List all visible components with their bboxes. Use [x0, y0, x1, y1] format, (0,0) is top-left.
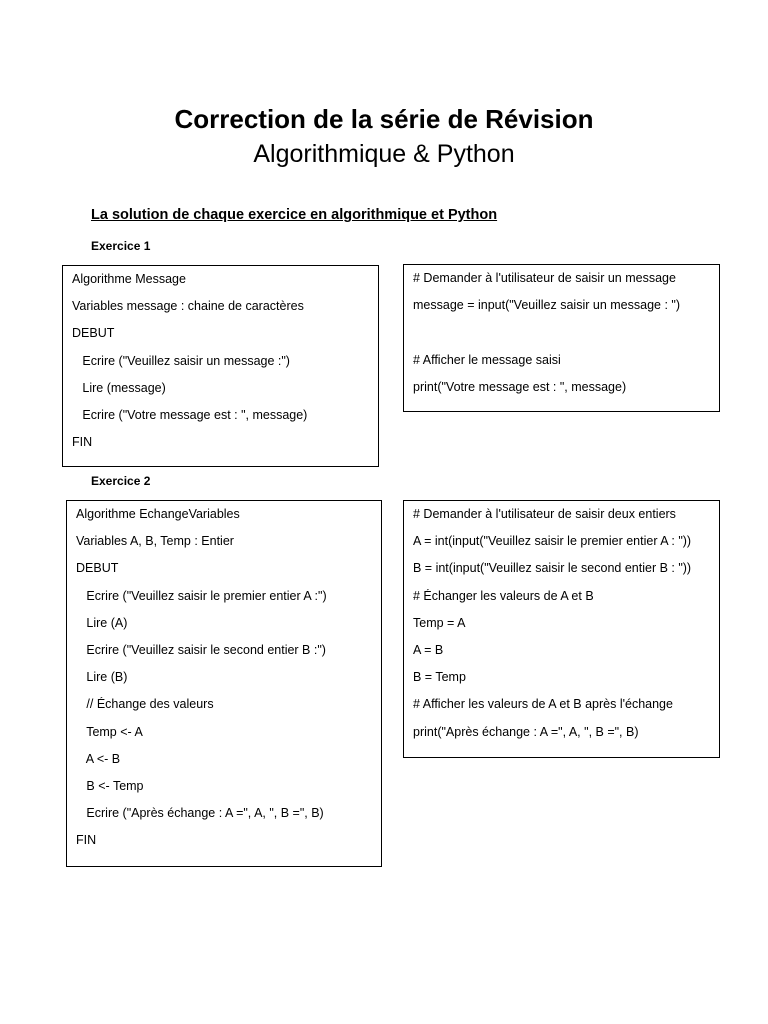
algorithm-line: Variables message : chaine de caractères	[72, 299, 304, 314]
section-heading: La solution de chaque exercice en algorithmique et Python	[91, 207, 498, 223]
python-line	[413, 325, 710, 352]
python-line: Temp = A	[413, 615, 466, 630]
algorithm-line: Ecrire ("Veuillez saisir le premier entier A :")	[76, 588, 327, 603]
algorithm-line: // Échange des valeurs	[76, 697, 214, 712]
python-line: B = Temp	[413, 670, 466, 685]
python-line: B = int(input("Veuillez saisir le second entier B : "))	[413, 561, 692, 576]
algorithm-line: Ecrire ("Veuillez saisir un message :")	[72, 353, 290, 368]
algorithm-line: Lire (B)	[76, 670, 128, 685]
algorithm-line: DEBUT	[76, 561, 119, 576]
exercise-2-python-box	[403, 500, 720, 758]
algorithm-line: Ecrire ("Veuillez saisir le second entier B :")	[76, 642, 326, 657]
document-subtitle: Algorithmique & Python	[253, 140, 515, 168]
exercise-1-python-box	[403, 264, 720, 412]
python-line: # Demander à l'utilisateur de saisir un message	[413, 271, 676, 285]
algorithm-line: B <- Temp	[76, 778, 144, 793]
exercise-2-label: Exercice 2	[91, 474, 151, 488]
python-line: A = int(input("Veuillez saisir le premier entier A : "))	[413, 534, 692, 549]
algorithm-line: Algorithme EchangeVariables	[76, 507, 240, 521]
python-line: # Échanger les valeurs de A et B	[413, 588, 594, 603]
python-line: # Demander à l'utilisateur de saisir deux entiers	[413, 507, 676, 521]
python-line: message = input("Veuillez saisir un message : ")	[413, 298, 680, 313]
algorithm-line: Variables A, B, Temp : Entier	[76, 534, 234, 549]
python-line: print("Votre message est : ", message)	[413, 379, 627, 394]
exercise-2-algorithm-box	[66, 500, 382, 867]
algorithm-line: DEBUT	[72, 326, 115, 341]
algorithm-line: Temp <- A	[76, 724, 143, 739]
algorithm-line: Ecrire ("Votre message est : ", message)	[72, 407, 308, 422]
algorithm-line: A <- B	[76, 751, 121, 766]
exercise-1-label: Exercice 1	[91, 239, 151, 253]
python-line: # Afficher le message saisi	[413, 352, 561, 367]
algorithm-line: Lire (message)	[72, 380, 166, 395]
algorithm-line: FIN	[76, 833, 97, 848]
algorithm-line: FIN	[72, 435, 93, 450]
python-line: A = B	[413, 642, 444, 657]
exercise-1-algorithm-box	[62, 265, 379, 467]
algorithm-line: Algorithme Message	[72, 272, 186, 286]
algorithm-line: Lire (A)	[76, 615, 128, 630]
document-title: Correction de la série de Révision	[174, 104, 594, 134]
python-line: print("Après échange : A =", A, ", B =", B)	[413, 724, 639, 739]
python-line: # Afficher les valeurs de A et B après l'échange	[413, 697, 673, 712]
algorithm-line: Ecrire ("Après échange : A =", A, ", B =", B)	[76, 806, 324, 821]
